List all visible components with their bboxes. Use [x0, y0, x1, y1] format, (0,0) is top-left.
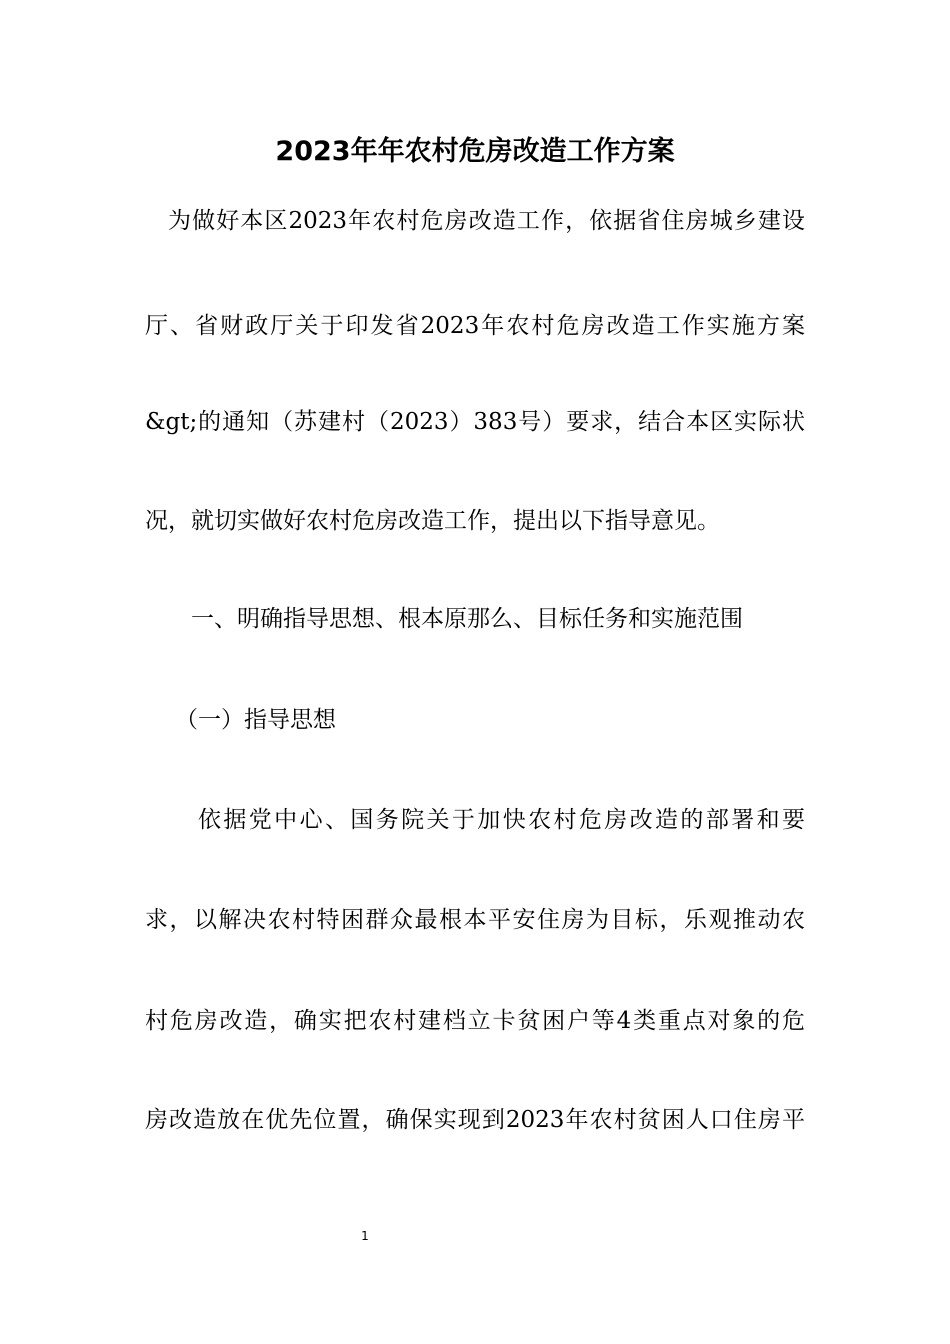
paragraph-1-line-1: 为做好本区2023年农村危房改造工作，依据省住房城乡建设 [168, 208, 805, 234]
paragraph-2-line-3: 村危房改造，确实把农村建档立卡贫困户等4类重点对象的危 [145, 1008, 805, 1034]
subsection-1-heading: （一）指导思想 [175, 707, 336, 733]
paragraph-2-line-4: 房改造放在优先位置，确保实现到2023年农村贫困人口住房平 [145, 1107, 805, 1133]
paragraph-2-line-1: 依据党中心、国务院关于加快农村危房改造的部署和要 [198, 807, 805, 833]
document-title: 2023年年农村危房改造工作方案 [275, 136, 675, 167]
section-1-heading: 一、明确指导思想、根本原那么、目标任务和实施范围 [191, 606, 743, 632]
page-number: 1 [361, 1229, 369, 1243]
paragraph-1-line-3: &gt;的通知（苏建村（2023）383号）要求，结合本区实际状 [145, 409, 805, 435]
paragraph-1-line-4: 况，就切实做好农村危房改造工作，提出以下指导意见。 [145, 508, 720, 534]
paragraph-1-line-2: 厅、省财政厅关于印发省2023年农村危房改造工作实施方案 [145, 313, 805, 339]
paragraph-2-line-2: 求，以解决农村特困群众最根本平安住房为目标，乐观推动农 [145, 907, 805, 933]
